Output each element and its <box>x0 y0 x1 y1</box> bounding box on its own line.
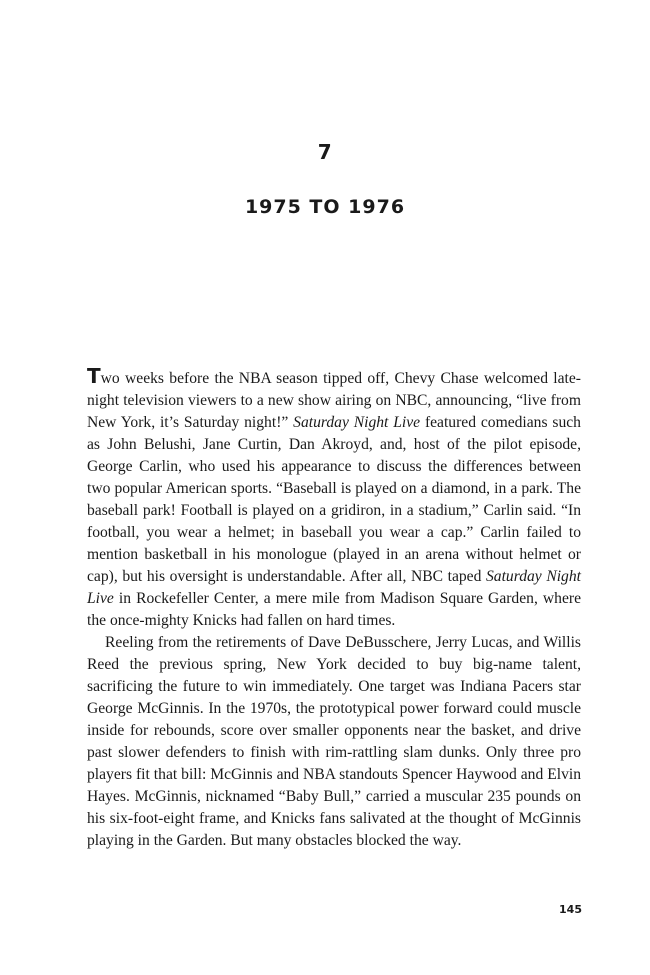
chapter-title: 1975 TO 1976 <box>244 196 406 218</box>
page-number: 145 <box>559 903 582 916</box>
paragraph-1 <box>87 366 581 632</box>
paragraph-2 <box>87 632 581 852</box>
text-segment: Reeling from the retirements of Dave DeBusschere, Jerry Lucas, and Willis Reed the previous spring, New York decided to buy big-name talent, sacrificing the future to win immediately. One target was Indiana Pacers star George McGinnis. In the 1970s, the prototypical power forward could muscle inside for rebounds, score over smaller opponents near the basket, and drive past slower defenders to finish with rim-rattling slam dunks. Only three pro players fit that bill: McGinnis and NBA standouts Spencer Haywood and Elvin Hayes. McGinnis, nicknamed “Baby Bull,” carried a muscular 235 pounds on his six-foot-eight frame, and Knicks fans salivated at the thought of McGinnis playing in the Garden. But many obstacles blocked the way. <box>87 634 581 849</box>
text-segment: wo weeks before the NBA season tipped off, Chevy Chase welcomed late-night television viewers to a new show airing on NBC, announcing, “live from New York, it’s Saturday night!” <box>87 370 581 431</box>
chapter-number: 7 <box>317 140 333 164</box>
text-segment: in Rockefeller Center, a mere mile from Madison Square Garden, where the once-mighty Knicks had fallen on hard times. <box>87 590 581 629</box>
show-title-italic: Saturday Night Live <box>87 568 581 607</box>
show-title-italic: Saturday Night Live <box>293 414 421 431</box>
drop-initial: T <box>87 364 101 388</box>
text-segment: featured comedians such as John Belushi, Jane Curtin, Dan Akroyd, and, host of the pilot episode, George Carlin, who used his appearance to discuss the differences between two popular American sports. “Baseball is played on a diamond, in a park. The baseball park! Football is played on a gridiron, in a stadium,” Carlin said. “In football, you wear a helmet; in baseball you wear a cap.” Carlin failed to mention basketball in his monologue (played in an arena without helmet or cap), but his oversight is understandable. After all, NBC taped <box>87 414 581 585</box>
body-text <box>87 366 581 852</box>
